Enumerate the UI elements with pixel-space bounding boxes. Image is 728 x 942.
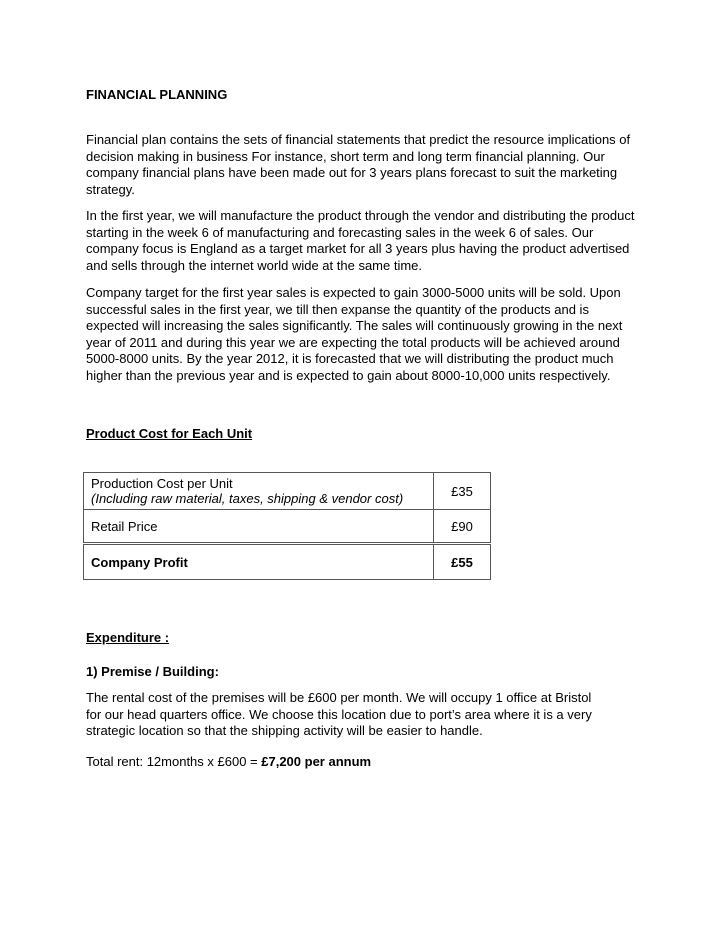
total-rent-line <box>86 754 666 771</box>
text-line: company financial plans have been made out for 3 years plans forecast to suit the marketing <box>86 165 618 180</box>
text-line: Financial plan contains the sets of financial statements that predict the resource implications of <box>86 132 631 147</box>
text-line: expected will increasing the sales significantly. The sales will continuously growing in the next <box>86 318 623 333</box>
table-row <box>84 510 491 544</box>
text-line: decision making in business For instance, short term and long term financial planning. Our <box>86 148 605 164</box>
text-line: strategic location so that the shipping activity will be easier to handle. <box>86 723 483 738</box>
row-note: (Including raw material, taxes, shipping & vendor cost) <box>91 491 404 506</box>
product-cost-heading: Product Cost for Each Unit <box>86 426 253 441</box>
text-line: Company target for the first year sales is expected to gain 3000-5000 units will be sold. Upon <box>86 285 621 300</box>
expenditure-heading: Expenditure : <box>86 630 170 645</box>
text-line: strategy. <box>86 181 135 197</box>
table-cell-value: £55 <box>434 544 491 580</box>
table-row <box>84 544 491 580</box>
text-line: In the first year, we will manufacture the product through the vendor and distributing the product <box>86 208 635 223</box>
table-cell-label <box>84 473 434 510</box>
page-title: FINANCIAL PLANNING <box>86 87 228 102</box>
table-cell-label: Retail Price <box>84 510 434 544</box>
text-line: company focus is England as a target market for all 3 years plus having the product advertised <box>86 241 630 256</box>
text-line: year of 2011 and during this year we are expecting the total products will be achieved around <box>86 334 620 350</box>
table-cell-value: £90 <box>434 510 491 544</box>
premise-subheading: 1) Premise / Building: <box>86 664 219 679</box>
row-label: Production Cost per Unit <box>91 476 233 491</box>
text-line: for our head quarters office. We choose this location due to port’s area where it is a very <box>86 706 592 722</box>
table-row <box>84 473 491 510</box>
text-line: successful sales in the first year, we till then expanse the quantity of the products and is <box>86 301 589 317</box>
table-cell-label: Company Profit <box>84 544 434 580</box>
text-line: 5000-8000 units. By the year 2012, it is forecasted that we will distributing the product much <box>86 351 614 366</box>
paragraph-sales-target <box>86 285 666 384</box>
text-line: and sells through the internet world wide at the same time. <box>86 257 423 273</box>
table-cell-value: £35 <box>434 473 491 510</box>
total-rent-value: £7,200 per annum <box>261 754 372 769</box>
text-line: starting in the week 6 of manufacturing and forecasting sales in the week 6 of sales. Our <box>86 224 594 240</box>
paragraph-first-year <box>86 208 666 274</box>
paragraph-premise <box>86 690 666 740</box>
total-rent-label: Total rent: 12months x £600 = <box>86 754 262 769</box>
text-line: higher than the previous year and is expected to gain about 8000-10,000 units respectively. <box>86 367 611 383</box>
paragraph-financial-plan <box>86 132 666 198</box>
product-cost-table <box>83 472 491 580</box>
text-line: The rental cost of the premises will be £600 per month. We will occupy 1 office at Bristol <box>86 690 592 705</box>
